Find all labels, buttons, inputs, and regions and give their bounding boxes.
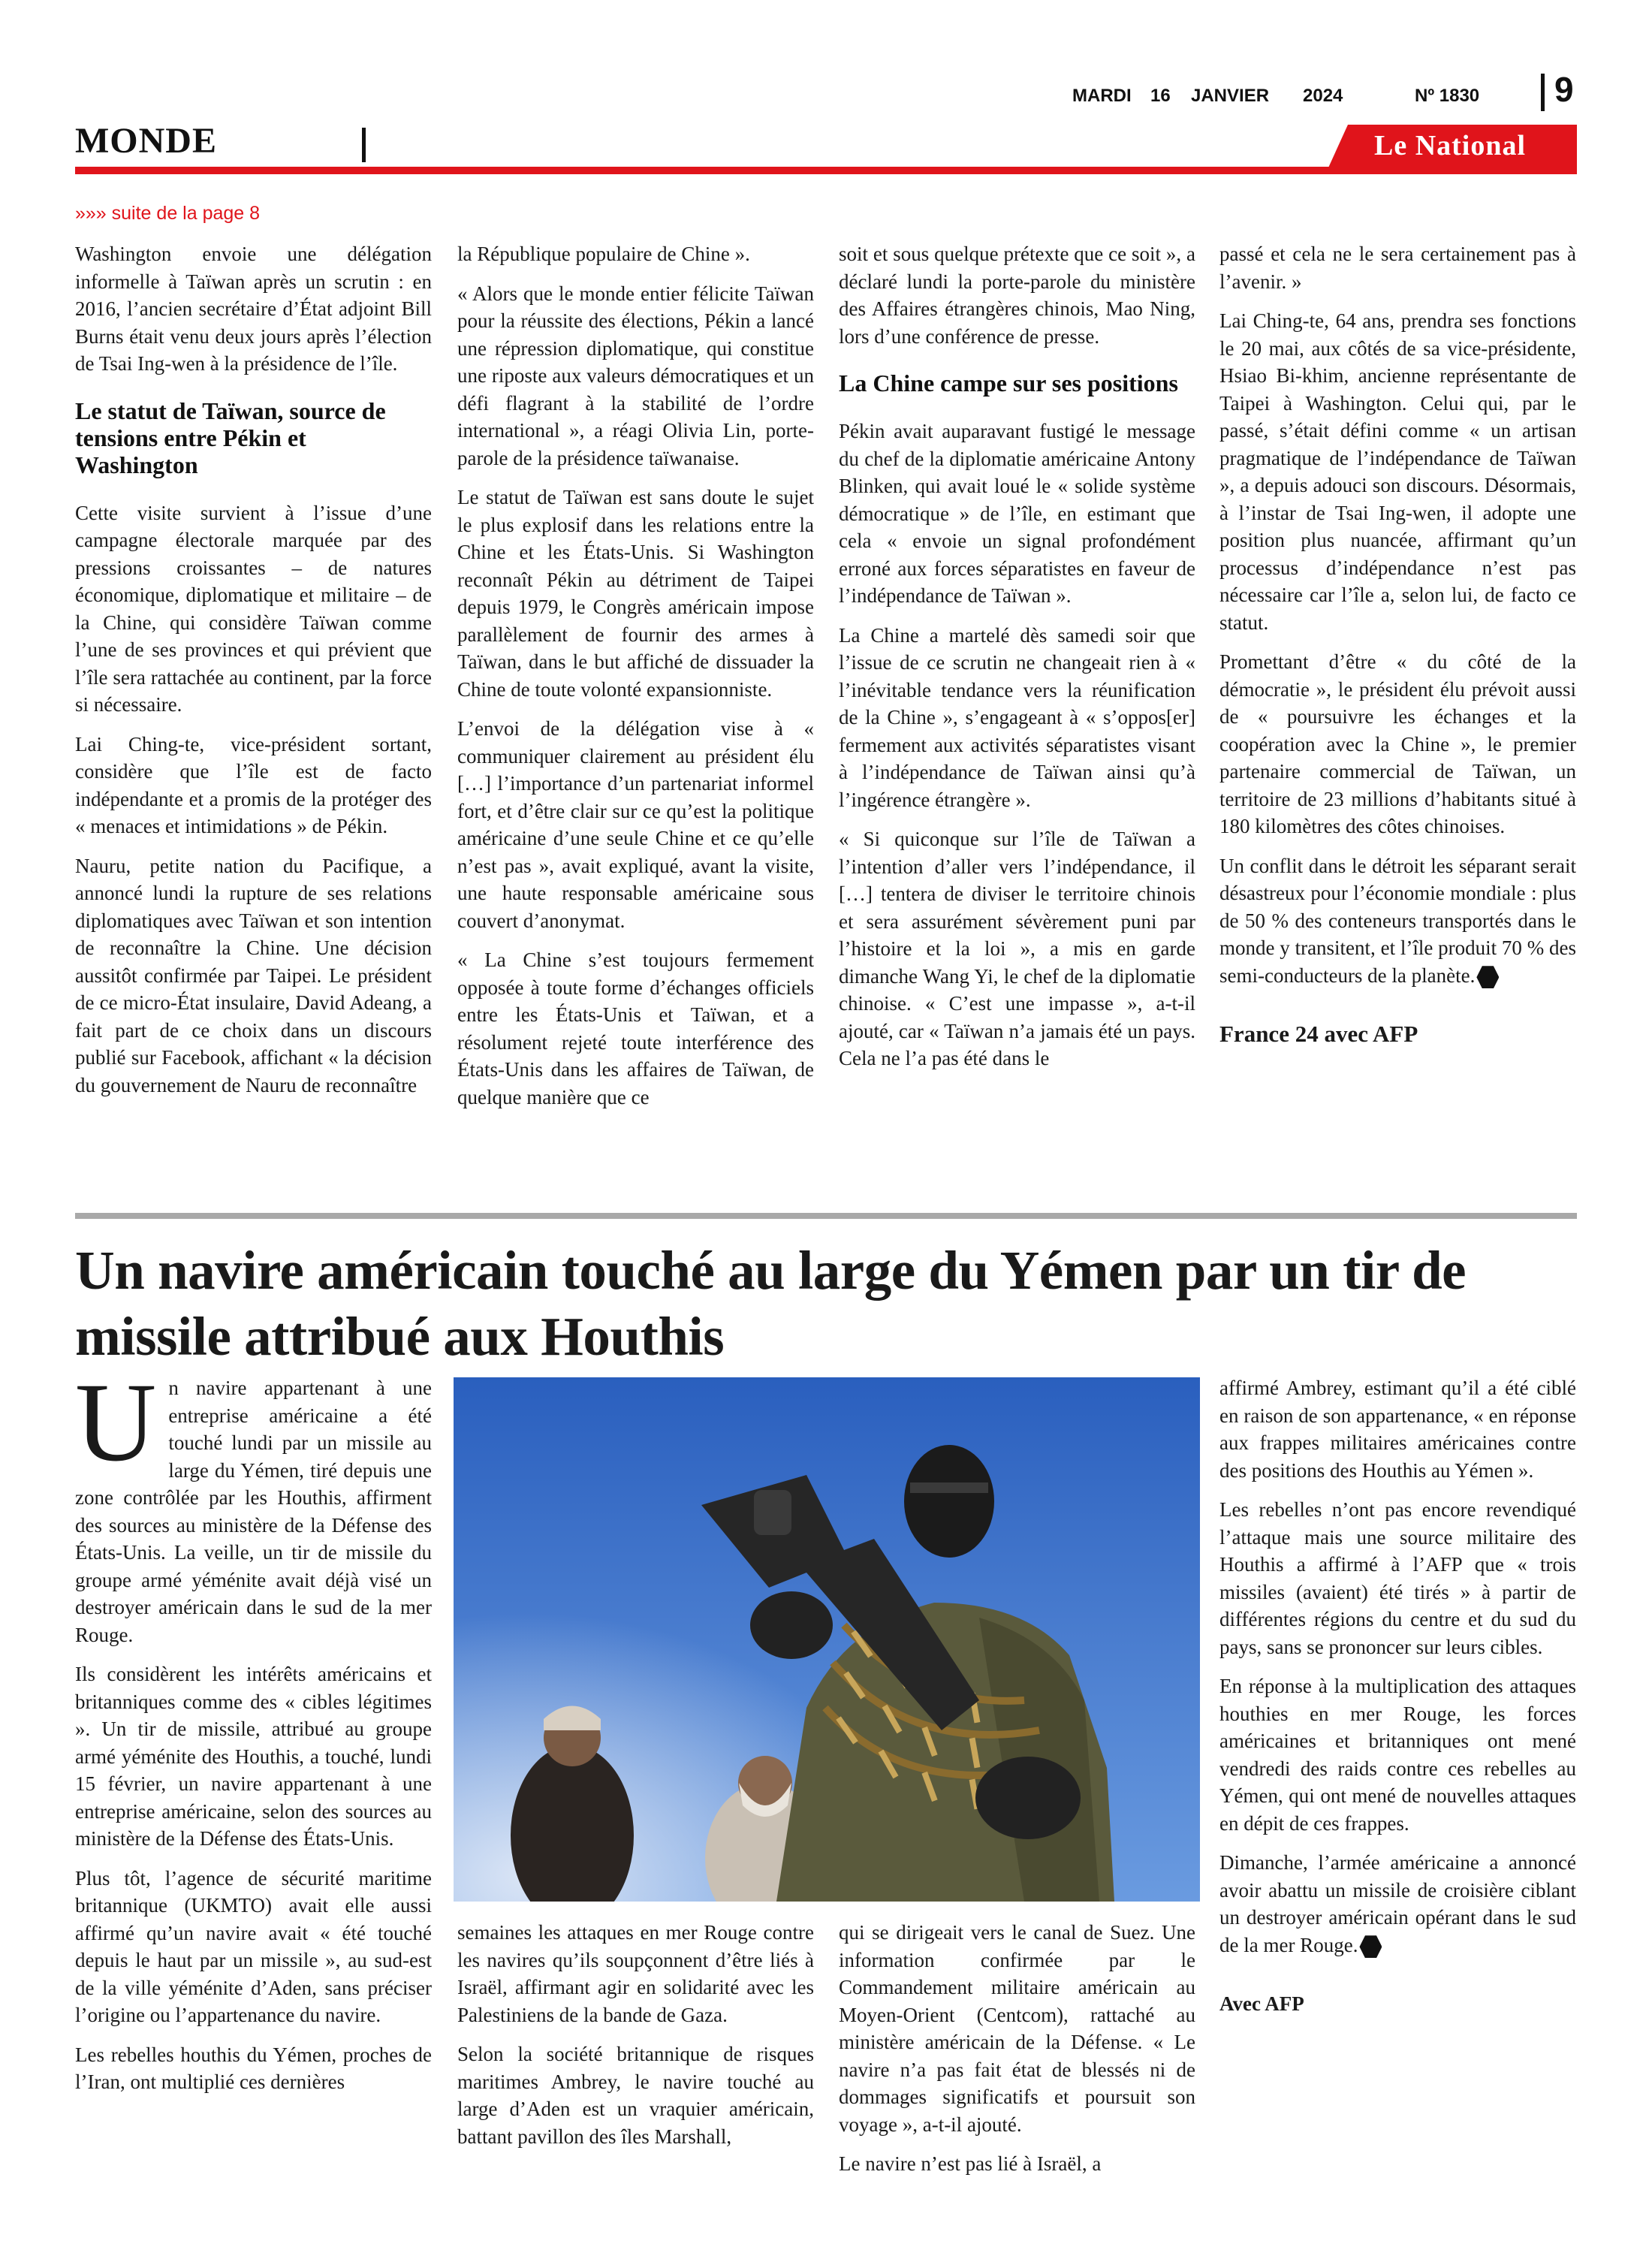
paragraph xyxy=(1219,1849,1576,1959)
article2-column-1 xyxy=(75,1360,432,2108)
subheading: Le statut de Taïwan, source de tensions entre Pékin et Washington xyxy=(75,397,386,478)
drop-cap: U xyxy=(75,1360,157,1485)
paragraph: L’envoi de la délégation vise à « communiquer clairement au président élu […] l’importance d’un partenariat informel fort, et d’être clair sur ce qu’est la politique américaine d’une seule Chine et ce qu’elle n’est pas », avait expliqué, avant la visite, une haute responsable américaine sous couvert d’anonymat. xyxy=(457,717,814,932)
article2-column-2 xyxy=(457,1919,814,2162)
paragraph: soit et sous quelque prétexte que ce soit », a déclaré lundi la porte-parole du ministère des Affaires étrangères chinois, Mao Ning, lors d’une conférence de presse. xyxy=(839,243,1195,348)
subheading: La Chine campe sur ses positions xyxy=(839,369,1178,397)
header-date-number: 16 xyxy=(1150,86,1171,106)
article1-column-3 xyxy=(839,240,1195,1084)
paragraph: Cette visite survient à l’issue d’une campagne électorale marquée par des pressions croissantes – de natures économique, diplomatique et militaire – de la Chine, qui considère Taïwan comme l’une de ses provinces et qui prévient que l’île sera rattachée au continent, par la force si nécessaire. xyxy=(75,501,432,716)
article-separator xyxy=(75,1213,1577,1219)
paragraph: En réponse à la multiplication des attaques houthies en mer Rouge, les forces américaines et britanniques ont mené vendredi des raids contre ces rebelles au Yémen, qui ont mené de nouvelles attaques en dépit de ces frappes. xyxy=(1219,1675,1576,1835)
header-month: JANVIER xyxy=(1191,86,1270,106)
paragraph: semaines les attaques en mer Rouge contre les navires qu’ils soupçonnent d’être liés à Israël, affirmant agir en solidarité avec les Palestiniens de la bande de Gaza. xyxy=(457,1921,814,2026)
paragraph: « Alors que le monde entier félicite Taïwan pour la réussite des élections, Pékin a lancé une répression diplomatique, qui constitue une riposte aux valeurs démocratiques et un défi flagrant à la stabilité de l’ordre international », a réagi Olivia Lin, porte-parole de la présidence taïwanaise. xyxy=(457,282,814,469)
paragraph-text: Un conflit dans le détroit les séparant serait désastreux pour l’économie mondiale : plus de 50 % des conteneurs transportés dans le monde y transitent, et l’île produit 70 % des semi-conducteurs de la planète. xyxy=(1219,854,1576,987)
paragraph: Nauru, petite nation du Pacifique, a annoncé lundi la rupture de ses relations diplomatiques avec Taïwan et son intention de reconnaître la Chine. Une décision aussitôt confirmée par Taipei. Le président de ce micro-État insulaire, David Adeang, a fait part de ce choix dans un discours publié sur Facebook, affichant « la décision du gouvernement de Nauru de reconnaître xyxy=(75,854,432,1096)
paragraph: « La Chine s’est toujours fermement opposée à toute forme d’échanges officiels entre les États-Unis et Taïwan, et a résolument rejeté toute interférence des États-Unis dans les affaires de Taïwan, de quelque manière que ce xyxy=(457,949,814,1108)
paragraph: qui se dirigeait vers le canal de Suez. Une information confirmée par le Commandement militaire américain au Moyen-Orient (Centcom), rattaché au ministère américain de la Défense. « Le navire n’a pas fait état de blessés ni de dommages significatifs et poursuit son voyage », a-t-il ajouté. xyxy=(839,1921,1195,2136)
article1-signature: France 24 avec AFP xyxy=(1219,1021,1418,1047)
header-day: MARDI xyxy=(1072,86,1132,106)
paragraph: Plus tôt, l’agence de sécurité maritime britannique (UKMTO) avait elle aussi affirmé qu’un navire avait « été touché depuis le haut par un missile », au sud-est de la ville yéménite d’Aden, sans préciser l’origine ou l’appartenance du navire. xyxy=(75,1866,432,2026)
paragraph: affirmé Ambrey, estimant qu’il a été ciblé en raison de son appartenance, « en réponse aux frappes militaires américaines contre des positions des Houthis au Yémen ». xyxy=(1219,1377,1576,1482)
end-of-article-icon xyxy=(1476,966,1499,988)
paragraph: Lai Ching-te, vice-président sortant, considère que l’île est de facto indépendante et a promis de la protéger des « menaces et intimidations » de Pékin. xyxy=(75,732,432,837)
brand-name: Le National xyxy=(1374,130,1527,161)
paragraph: Selon la société britannique de risques maritimes Ambrey, le navire touché au large d’Aden est un vraquier américain, battant pavillon des îles Marshall, xyxy=(457,2043,814,2148)
paragraph xyxy=(75,1360,432,1648)
header-issue-number: Nº 1830 xyxy=(1415,86,1480,106)
paragraph: Les rebelles n’ont pas encore revendiqué l’attaque mais une source militaire des Houthis a affirmé à l’AFP que « trois missiles (avaient) été tirés » à partir de différentes régions du centre et du sud du pays, sans se prononcer sur leurs cibles. xyxy=(1219,1498,1576,1658)
paragraph-text: Dimanche, l’armée américaine a annoncé avoir abattu un missile de croisière ciblant un destroyer américain opérant dans le sud de la mer Rouge. xyxy=(1219,1851,1576,1956)
section-title: MONDE xyxy=(75,121,217,161)
article2-headline: Un navire américain touché au large du Yémen par un tir de missile attribué aux Houthis xyxy=(75,1240,1467,1367)
paragraph: la République populaire de Chine ». xyxy=(457,243,750,265)
article1-column-4 xyxy=(1219,240,1576,1048)
article1-column-2 xyxy=(457,240,814,1123)
continued-from-label: »»» suite de la page 8 xyxy=(75,203,261,224)
article2-photo xyxy=(454,1377,1200,1902)
header-year: 2024 xyxy=(1303,86,1343,106)
paragraph: Pékin avait auparavant fustigé le message du chef de la diplomatie américaine Antony Blinken, qui avait loué le « solide système démocratique » de l’île, en estimant que cela « envoie un signal profondément erroné aux forces séparatistes en faveur de l’indépendance de Taïwan ». xyxy=(839,420,1195,607)
paragraph: Les rebelles houthis du Yémen, proches de l’Iran, ont multiplié ces dernières xyxy=(75,2043,432,2093)
paragraph: Ils considèrent les intérêts américains et britanniques comme des « cibles légitimes ». Un tir de missile, attribué au groupe armé yéménite des Houthis, a touché, lundi 15 février, un navire appartenant à une entreprise américaine, selon des sources au ministère de la Défense des États-Unis. xyxy=(75,1663,432,1850)
paragraph xyxy=(1219,852,1576,990)
page-number: 9 xyxy=(1554,70,1574,109)
end-of-article-icon xyxy=(1359,1935,1382,1958)
page-number-divider xyxy=(1541,74,1545,111)
paragraph: passé et cela ne le sera certainement pas à l’avenir. » xyxy=(1219,243,1576,293)
paragraph: « Si quiconque sur l’île de Taïwan a l’intention d’aller vers l’indépendance, il […] tentera de diviser le territoire chinois et sera assurément sévèrement puni par l’histoire et la loi », a mis en garde dimanche Wang Yi, le chef de la diplomatie chinoise. « C’est une impasse », a-t-il ajouté, car « Taïwan n’a jamais été un pays. Cela ne l’a pas été dans le xyxy=(839,828,1195,1069)
article1-column-1 xyxy=(75,240,432,1111)
paragraph: Le statut de Taïwan est sans doute le sujet le plus explosif dans les relations entre la Chine et les États-Unis. Si Washington reconnaît Pékin au détriment de Taipei depuis 1979, le Congrès américain impose parallèlement de fournir des armes à Taïwan, dans le but affiché de dissuader la Chine de toute volonté expansionniste. xyxy=(457,486,814,701)
paragraph: Lai Ching-te, 64 ans, prendra ses fonctions le 20 mai, aux côtés de sa vice-présidente, Hsiao Bi-khim, ancienne représentante de Taipei à Washington. Celui qui, par le passé, s’était défini comme « un artisan pragmatique de l’indépendance de Taïwan », a depuis adouci son discours. Désormais, à l’instar de Tsai Ing-wen, il adopte une position plus nuancée, affirmant qu’un processus d’indépendance n’est pas nécessaire car l’île a, selon lui, de facto ce statut. xyxy=(1219,309,1576,634)
paragraph-text: n navire appartenant à une entreprise américaine a été touché lundi par un missile au large du Yémen, tiré depuis une zone contrôlée par les Houthis, affirment des sources au ministère de la Défense des États-Unis. La veille, un tir de missile du groupe armé yéménite avait déjà visé un destroyer américain dans le sud de la mer Rouge. xyxy=(75,1377,432,1646)
paragraph: Promettant d’être « du côté de la démocratie », le président élu prévoit aussi de « poursuivre les échanges et la coopération avec la Chine », le premier partenaire commercial de Taïwan, un territoire de 23 millions d’habitants situé à 180 kilomètres des côtes chinoises. xyxy=(1219,650,1576,837)
article2-column-3 xyxy=(839,1919,1195,2190)
houthi-fighter-photo-image xyxy=(454,1377,1200,1902)
section-divider xyxy=(362,128,366,162)
article2-signature: Avec AFP xyxy=(1219,1992,1304,2015)
paragraph: Washington envoie une délégation informelle à Taïwan après un scrutin : en 2016, l’ancien secrétaire d’État adjoint Bill Burns était venu deux jours après l’élection de Tsai Ing-wen à la présidence de l’île. xyxy=(75,243,432,375)
paragraph: Le navire n’est pas lié à Israël, a xyxy=(839,2152,1102,2175)
article2-column-4 xyxy=(1219,1374,1576,2018)
paragraph: La Chine a martelé dès samedi soir que l’issue de ce scrutin ne changeait rien à « l’inévitable tendance vers la réunification de la Chine », s’engageant à « s’oppos[er] fermement aux activités séparatistes visant à l’indépendance de Taïwan ainsi qu’à l’ingérence étrangère ». xyxy=(839,623,1195,811)
